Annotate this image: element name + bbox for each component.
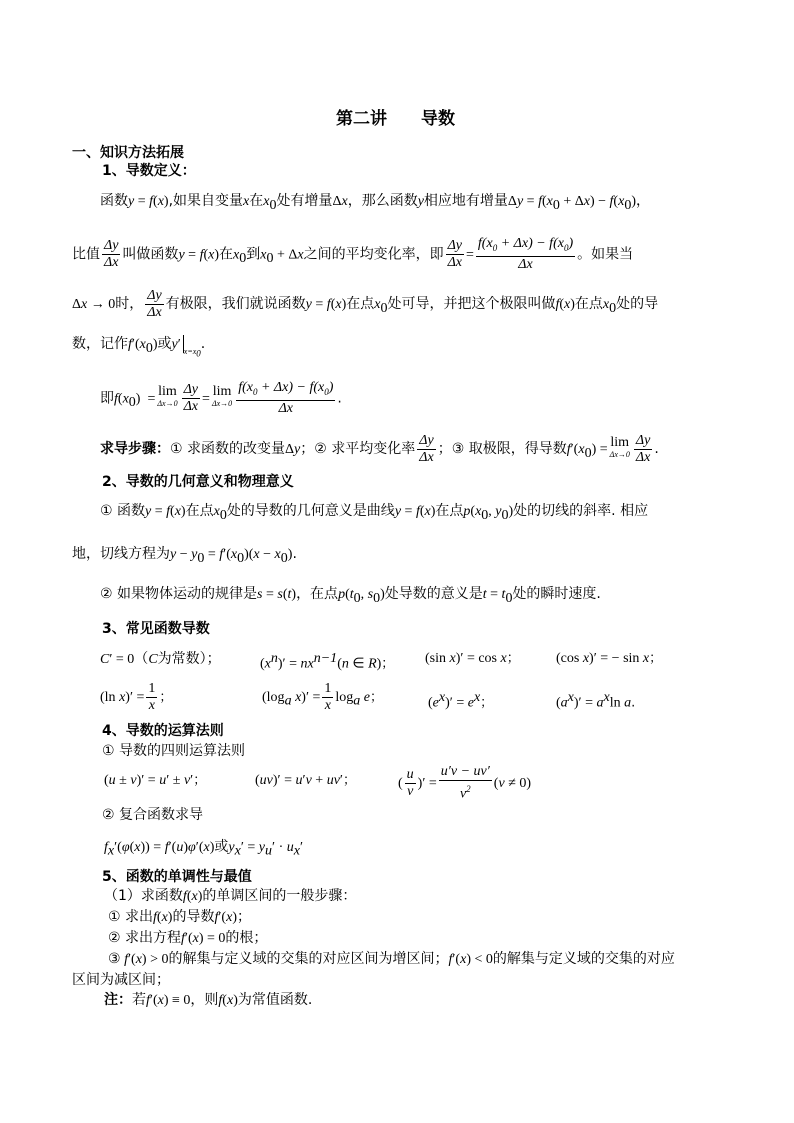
derivative-cosine: (cos x)′ = − sin x；: [556, 651, 663, 666]
geometric-meaning-line-1: ① 函数y = f(x)在点$x_0$处的导数的几何意义是曲线y = f(x)在点$p(x_0$, $y_0$)处的切线的斜率. 相应: [100, 503, 649, 523]
subsection-heading-1: 1、导数定义：: [102, 163, 196, 179]
note: 注：若f′(x) ≡ 0，则f(x)为常值函数.: [104, 992, 313, 1008]
derivative-sine: (sin x)′ = cos x；: [425, 651, 520, 666]
physical-meaning: ② 如果物体运动的规律是s = s(t)，在点$p(t_0$, $s_0$)处导数的意义是$t = t_0$处的瞬时速度.: [100, 586, 601, 606]
section-heading-1: 一、知识方法拓展: [72, 145, 184, 161]
geometric-meaning-line-2: 地，切线方程为$y - y_0 = f'(x_0)(x - x_0)$.: [72, 546, 297, 566]
arithmetic-rules-label: ① 导数的四则运算法则: [102, 743, 246, 759]
monotonic-step-3: ③ f′(x) > 0的解集与定义域的交集的对应区间为增区间；f′(x) < 0的解集与定义域的交集的对应: [108, 951, 675, 967]
chain-rule-label: ② 复合函数求导: [102, 807, 204, 823]
page-title: 第二讲 导数: [336, 109, 455, 129]
monotonic-step-1: ① 求出f(x)的导数f′(x)；: [108, 909, 251, 925]
derivative-constant: C′ = 0（C为常数）；: [100, 651, 221, 667]
monotonic-steps-intro: （1）求函数f(x)的单调区间的一般步骤：: [104, 888, 357, 904]
definition-line-3: Δx → 0时， $\frac{\Delta y}{\Delta x}$ 有极限，我们就说函数y = f(x)在点$x_0$处可导，并把这个极限叫做f(x)在点$x_0$处的导: [72, 287, 659, 320]
rule-sum: (u ± v)′ = u′ ± v′；: [104, 773, 207, 788]
derivative-ln: (ln x)′ = $\frac{1}{x}$ ；: [100, 681, 173, 713]
subsection-heading-5: 5、函数的单调性与最值: [102, 869, 252, 885]
definition-line-4: 数，记作$f'(x_0)$或y′ $_{x=x_0}$.: [72, 336, 206, 359]
derivative-power: $(x^n)' = nx^{n-1}(n$ ∈ R)；: [260, 651, 395, 672]
derivative-steps: 求导步骤：① 求函数的改变量Δy；② 求平均变化率 $\frac{\Delta y}{\Delta x}$ ；③ 取极限，得导数$f'(x_0)$ = lim Δx→0 $\frac{\Delta y}{\Delta x}$ .: [100, 432, 659, 465]
derivative-ax: $(a^x)' = a^x\ln$ a.: [556, 690, 636, 711]
derivative-log: ($\log_a$ x)′ = $\frac{1}{x}$ $\log_a e$；: [262, 681, 384, 713]
definition-line-1: 函数y = f(x),如果自变量x在$x_0$处有增量Δx，那么函数y相应地有增量$\Delta y = f(x_0 + \Delta x) - f(x_0)$，: [100, 193, 650, 213]
chain-rule: $f_x'(\varphi(x)) = f'(u)\varphi'(x)$或$y_x' = y_u' \cdot u_x'$: [104, 839, 304, 859]
rule-quotient: ( $\frac{u}{v}$ )′ = $\frac{u'v - uv'}{v^2}$ (v ≠ 0): [398, 764, 532, 802]
monotonic-step-3-cont: 区间为减区间；: [72, 972, 170, 988]
subsection-heading-2: 2、导数的几何意义和物理意义: [102, 474, 294, 490]
monotonic-step-2: ② 求出方程f′(x) = 0的根；: [108, 930, 268, 946]
rule-product: (uv)′ = u′v + uv′；: [255, 773, 356, 788]
subsection-heading-4: 4、导数的运算法则: [102, 723, 224, 739]
definition-line-2: 比值 $\frac{\Delta y}{\Delta x}$ 叫做函数y = f(x)在$x_0$到$x_0 + \Delta x$之间的平均变化率，即 $\frac{\Delta y}{\Delta x}$ = $\frac{f(x_0 + \Delta x) - f(x_0)}{\Delta x}$ 。如果当: [72, 236, 634, 272]
derivative-exp: $(e^x)' = e^x$；: [428, 690, 494, 711]
limit-definition: 即$f(x_0)$ = lim Δx→0 $\frac{\Delta y}{\Delta x}$ = lim Δx→0 $\frac{f(x_0 + \Delta x) - f(x_0)}{\Delta x}$ .: [100, 380, 342, 416]
subsection-heading-3: 3、常见函数导数: [102, 621, 210, 637]
